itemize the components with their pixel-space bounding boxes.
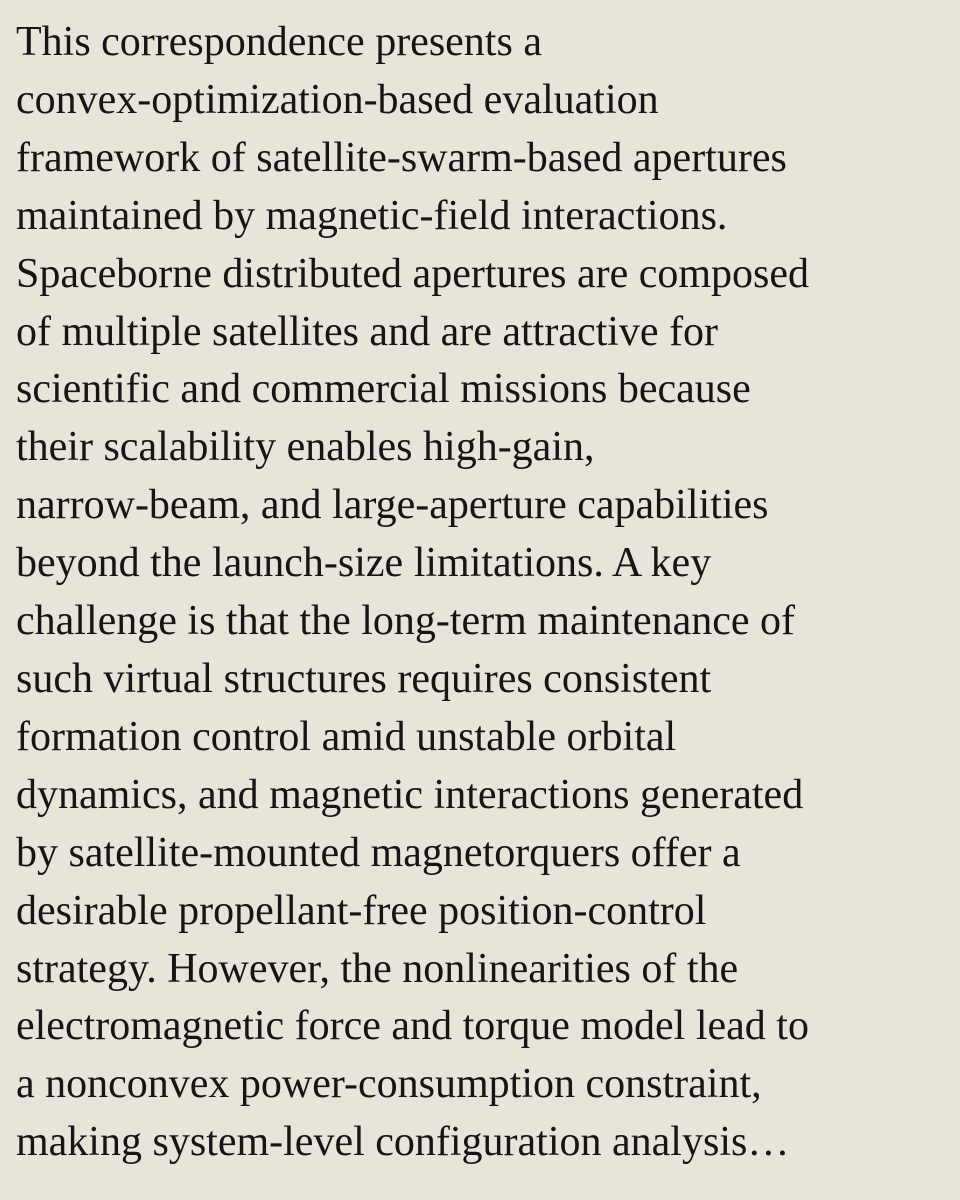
abstract-line: This correspondence presents a xyxy=(16,19,542,65)
abstract-line: of multiple satellites and are attractive for xyxy=(16,308,719,355)
abstract-line: desirable propellant-free position-control xyxy=(16,887,707,934)
abstract-line: maintained by magnetic-field interactions. xyxy=(16,192,728,239)
abstract-line: beyond the launch-size limitations. A key xyxy=(16,540,712,587)
abstract-line: narrow-beam, and large-aperture capabilities xyxy=(16,482,769,529)
abstract-line: such virtual structures requires consistent xyxy=(16,655,712,702)
abstract-line: formation control amid unstable orbital xyxy=(16,713,677,760)
abstract-line: their scalability enables high-gain, xyxy=(16,424,595,471)
abstract-line: strategy. However, the nonlinearities of the xyxy=(16,945,739,992)
abstract-line: challenge is that the long-term maintenance of xyxy=(16,598,796,645)
abstract-line: convex-optimization-based evaluation xyxy=(16,76,659,123)
abstract-line: making system-level configuration analysis… xyxy=(16,1119,790,1166)
abstract-line: dynamics, and magnetic interactions generated xyxy=(16,771,804,818)
abstract-text xyxy=(16,14,944,1172)
abstract-line: scientific and commercial missions because xyxy=(16,366,751,413)
abstract-line: Spaceborne distributed apertures are composed xyxy=(16,250,810,297)
abstract-line: by satellite-mounted magnetorquers offer a xyxy=(16,829,741,876)
abstract-line: framework of satellite-swarm-based apertures xyxy=(16,134,787,181)
abstract-line: electromagnetic force and torque model lead to xyxy=(16,1003,809,1050)
abstract-line: a nonconvex power-consumption constraint, xyxy=(16,1061,762,1108)
